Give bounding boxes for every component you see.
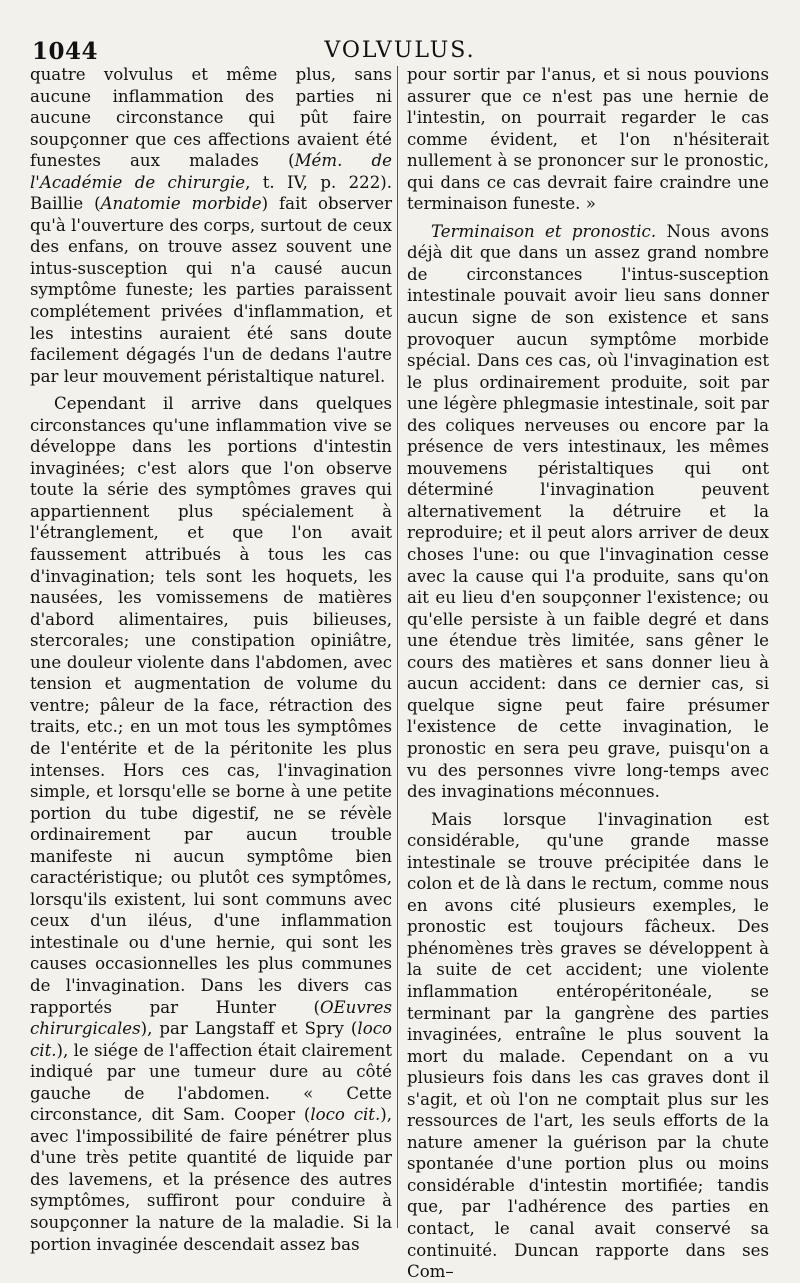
text-run: quatre volvulus et même plus, sans aucune inflammation des parties ni aucune circonstance qui pût faire soupçonner que ces affections avaient été funestes aux malades (: [30, 65, 392, 171]
italic-text-run: Mém. de l'Académie de chirurgie: [30, 151, 392, 192]
paragraph: [30, 64, 392, 387]
page-number: 1044: [32, 38, 99, 65]
text-run: ), par Langstaff et Spry (: [140, 1019, 358, 1039]
italic-text-run: loco cit.: [30, 1019, 392, 1060]
text-run: Cependant il arrive dans quelques circonstances qu'une inflammation vive se développe dans les portions d'intestin invaginées; c'est alors que l'on observe toute la série des symptômes graves qui appartiennent plus spécialement à l'étranglement, et que l'on avait faussement attribués à tous les cas d'invagination; tels sont les hoquets, les nausées, les vomissemens de matières d'abord alimentaires, puis bilieuses, stercorales; une constipation opiniâtre, une douleur violente dans l'abdomen, avec tension et augmentation de volume du ventre; pâleur de la face, rétraction des traits, etc.; en un mot tous les symptômes de l'entérite et de la péritonite les plus intenses. Hors ces cas, l'invagination simple, et lorsqu'elle se borne à une petite portion du tube digestif, ne se révèle ordinairement par aucun trouble manifeste ni aucun symptôme bien caractéristique; ou plutôt ces symptômes, lorsqu'ils existent, lui sont communs avec ceux d'un iléus, d'une inflammation intestinale ou d'une hernie, qui sont les causes occasionnelles les plus communes de l'invagination. Dans les divers cas rapportés par Hunter (: [30, 394, 392, 1017]
italic-text-run: loco cit.: [310, 1105, 381, 1125]
paragraph: [407, 64, 769, 215]
right-column: [407, 64, 769, 1283]
left-column: [30, 64, 392, 1255]
text-run: Mais lorsque l'invagination est considérable, qu'une grande masse intestinale se trouve précipitée dans le colon et de là dans le rectum, comme nous en avons cité plusieurs exemples, le pronostic est toujours fâcheux. Des phénomènes très graves se développent à la suite de cet accident; une violente inflammation entéropéritonéale, se terminant par la gangrène des parties invaginées, entraîne le plus souvent la mort du malade. Cependant on a vu plusieurs fois dans les cas graves dont il s'agit, et où l'on ne comptait plus sur les ressources de l'art, les seuls efforts de la nature amener la guérison par la chute spontanée d'une portion plus ou moins considérable d'intestin mortifiée; tandis que, par l'adhérence des parties en contact, le canal avait conservé sa continuité. Duncan rapporte dans ses Com–: [407, 809, 769, 1282]
text-run: ) fait observer qu'à l'ouverture des corps, surtout de ceux des enfans, on trouve assez souvent une intus-susception qui n'a causé aucun symptôme funeste; les parties paraissent complétement privées d'inflammation, et les intestins auraient été sans doute facilement dégagés l'un de dedans l'autre par leur mouvement péristaltique naturel.: [30, 194, 393, 386]
italic-text-run: Terminaison et pronostic.: [431, 221, 657, 241]
text-run: Nous avons déjà dit que dans un assez grand nombre de circonstances l'intus-susception intestinale pouvait avoir lieu sans donner aucun signe de son existence et sans provoquer aucun symptôme morbide spécial. Dans ces cas, où l'invagination est le plus ordinairement produite, soit par une légère phlegmasie intestinale, soit par des coliques nerveuses ou encore par la présence de vers intestinaux, les mêmes mouvemens péristaltiques qui ont déterminé l'invagination peuvent alternativement la détruire et la reproduire; et il peut alors arriver de deux choses l'une: ou que l'invagination cesse avec la cause qui l'a produite, sans qu'on ait eu lieu d'en soupçonner l'existence; ou qu'elle persiste à un faible degré et dans une étendue très limitée, sans gêner le cours des matières et sans donner lieu à aucun accident: dans ce dernier cas, si quelque signe peut faire présumer l'existence de cette invagination, le pronostic en sera peu grave, puisqu'on a vu des personnes vivre long-temps avec des invaginations méconnues.: [407, 221, 769, 802]
text-run: pour sortir par l'anus, et si nous pouvions assurer que ce n'est pas une hernie de l'intestin, on pourrait regarder le cas comme évident, et l'on n'hésiterait nullement à se prononcer sur le pronostic, qui dans ce cas devrait faire craindre une terminaison funeste. »: [407, 65, 769, 214]
text-run: ), avec l'impossibilité de faire pénétrer plus d'une très petite quantité de liquide par des lavemens, et la présence des autres symptômes, suffiront pour conduire à soupçonner la nature de la maladie. Si la portion invaginée descendait assez bas: [30, 1105, 392, 1254]
running-title: VOLVULUS.: [324, 38, 476, 63]
italic-text-run: Anatomie morbide: [100, 194, 262, 214]
page-header: [6, 36, 794, 66]
paragraph: [407, 809, 769, 1283]
text-run: , t. IV, p. 222). Baillie (: [30, 172, 392, 214]
italic-text-run: OEuvres chirurgicales: [30, 997, 392, 1039]
paragraph: [407, 221, 769, 803]
column-divider: [397, 66, 398, 1228]
paragraph: [30, 393, 392, 1255]
text-run: ), le siége de l'affection était clairement indiqué par une tumeur dure au côté gauche de l'abdomen. « Cette circonstance, dit Sam. Cooper (: [30, 1040, 392, 1125]
text-columns: [30, 64, 800, 1282]
